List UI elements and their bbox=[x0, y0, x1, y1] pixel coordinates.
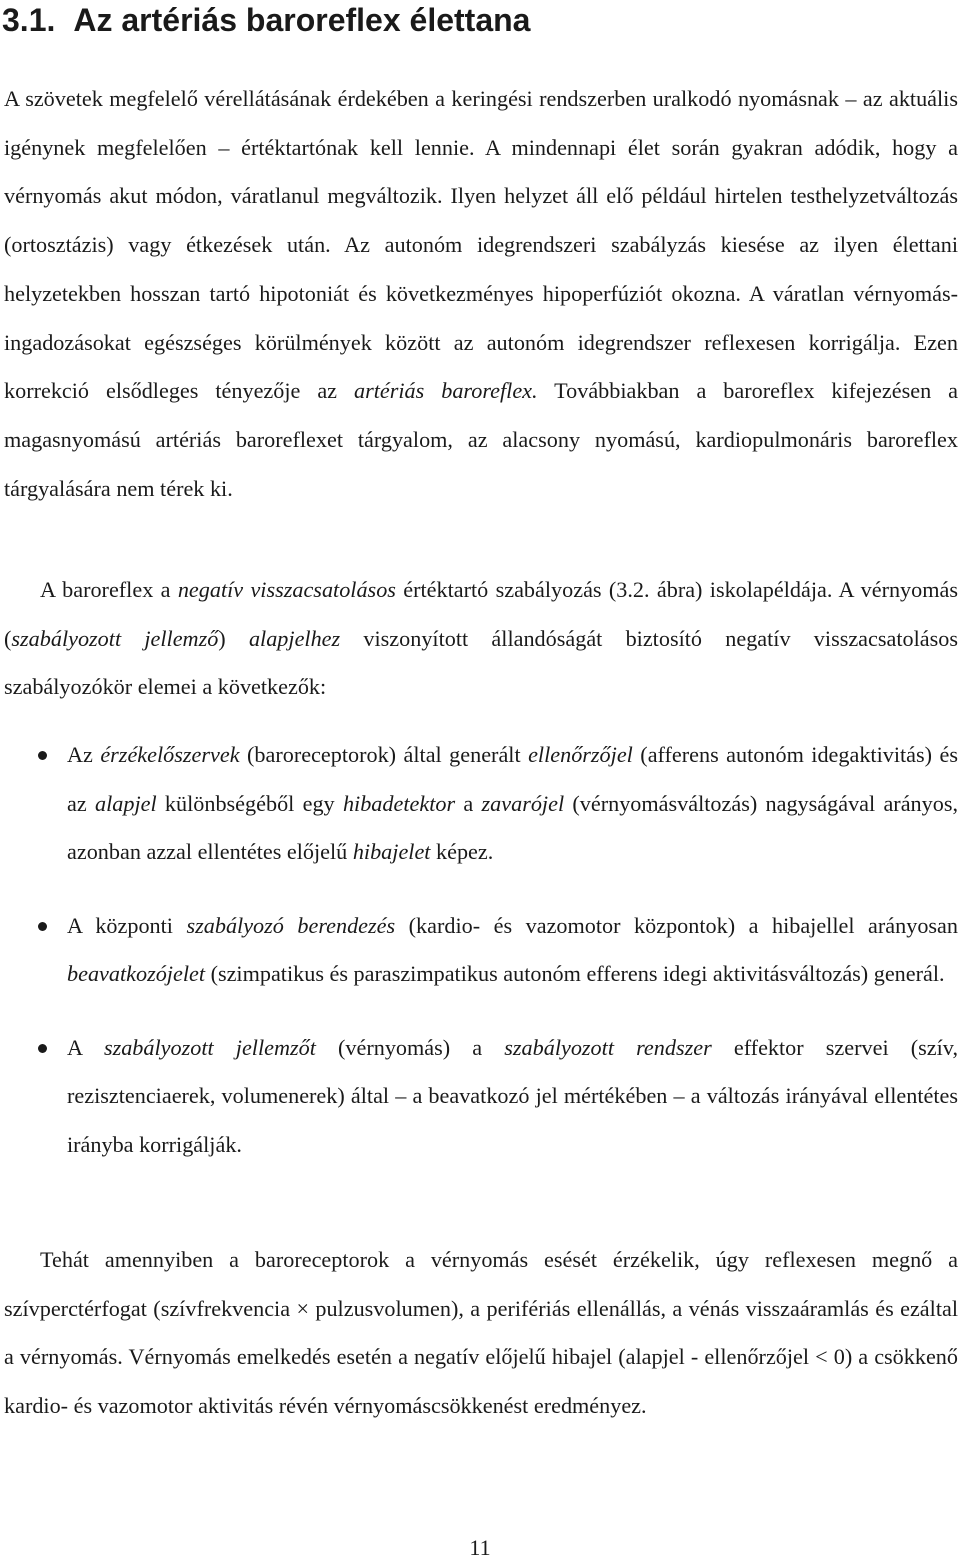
feedback-text: értéktartó szabályozás (3.2. ábra) iskolapéldája. A vérnyomás ( bbox=[4, 577, 958, 651]
list-text: (baroreceptorok) által generált bbox=[239, 742, 529, 767]
feedback-term: szabályozott jellemző bbox=[11, 625, 219, 651]
list-term: hibajelet bbox=[352, 839, 431, 865]
list-term: alapjel bbox=[95, 790, 157, 816]
list-item bbox=[4, 1024, 958, 1170]
intro-text-part1: A szövetek megfelelő vérellátásának érdekében a keringési rendszerben uralkodó nyomásnak – az aktuális igénynek megfelelően – értéktartónak kell lennie. A mindennapi élet során gyakran adódik, hogy a vérnyomás akut módon, váratlanul megváltozik. Ilyen helyzet áll elő például hirtelen testhelyzetváltozás (ortosztázis) vagy étkezések után. Az autonóm idegrendszeri szabályzás kiesése az ilyen élettani helyzetekben hosszan tartó hipotoniát és következményes hipoperfúziót okozna. A váratlan vérnyomás-ingadozásokat egészséges körülmények között az autonóm idegrendszer reflexesen korrigálja. Ezen korrekció elsődleges tényezője az bbox=[4, 86, 958, 404]
list-item bbox=[4, 902, 958, 999]
list-term: szabályozott jellemzőt bbox=[103, 1034, 316, 1060]
list-text: a bbox=[455, 790, 482, 816]
feedback-text: viszonyított állandóságát biztosító negatív visszacsatolásos szabályozókör elemei a következők: bbox=[4, 625, 958, 700]
list-term: ellenőrzőjel bbox=[528, 742, 633, 767]
list-text: Az bbox=[67, 742, 101, 767]
bullet-icon bbox=[38, 751, 47, 760]
list-term: hibadetektor bbox=[342, 790, 456, 816]
bullet-icon bbox=[38, 1044, 47, 1053]
list-text: (vérnyomásváltozás) nagyságával arányos, azonban azzal ellentétes előjelű bbox=[67, 790, 959, 865]
list-text: képez. bbox=[430, 839, 494, 865]
list-text: (afferens autonóm idegaktivitás) és az bbox=[67, 742, 958, 816]
list-text: A bbox=[67, 1034, 104, 1060]
list-term: beavatkozójelet bbox=[67, 961, 206, 987]
control-loop-list bbox=[4, 731, 958, 1194]
list-term: szabályozott rendszer bbox=[504, 1034, 712, 1060]
feedback-paragraph bbox=[4, 566, 958, 712]
intro-text-part2: Továbbiakban a baroreflex kifejezésen a magasnyomású artériás baroreflexet tárgyalom, az alacsony nyomású, kardiopulmonáris baroreflex tárgyalására nem térek ki. bbox=[4, 378, 958, 501]
list-text: különbségéből egy bbox=[156, 790, 343, 816]
intro-paragraph bbox=[4, 75, 958, 513]
list-term: szabályozó berendezés bbox=[186, 912, 396, 938]
feedback-term: alapjelhez bbox=[248, 625, 341, 651]
intro-term-arterial-baroreflex: artériás baroreflex. bbox=[354, 378, 538, 404]
list-text: (kardio- és vazomotor központok) a hibajellel arányosan bbox=[395, 912, 958, 938]
feedback-term: negatív visszacsatolásos bbox=[177, 577, 396, 602]
list-term: zavarójel bbox=[481, 790, 565, 816]
feedback-text: A baroreflex a bbox=[40, 577, 178, 602]
section-number: 3.1. bbox=[2, 2, 56, 38]
conclusion-text: Tehát amennyiben a baroreceptorok a vérnyomás esését érzékelik, úgy reflexesen megnő a szívperctérfogat (szívfrekvencia × pulzusvolumen), a perifériás ellenállás, a vénás visszaáramlás és ezáltal a vérnyomás. Vérnyomás emelkedés esetén a negatív előjelű hibajel (alapjel - ellenőrzőjel < 0) a csökkenő kardio- és vazomotor aktivitás révén vérnyomáscsökkenést eredményez. bbox=[4, 1247, 958, 1419]
list-text: effektor szervei (szív, rezisztenciaerek, volumenerek) által – a beavatkozó jel mértékében – a változás irányával ellentétes irányba korrigálják. bbox=[67, 1034, 958, 1157]
section-title: Az artériás baroreflex élettana bbox=[73, 2, 531, 38]
section-heading bbox=[2, 0, 530, 40]
conclusion-paragraph bbox=[4, 1236, 958, 1431]
list-text: (szimpatikus és paraszimpatikus autonóm efferens idegi aktivitásváltozás) generál. bbox=[205, 961, 945, 987]
list-term: érzékelőszervek bbox=[100, 742, 240, 767]
list-text: A központi bbox=[67, 912, 187, 938]
bullet-icon bbox=[38, 922, 47, 931]
list-text: (vérnyomás) a bbox=[315, 1034, 505, 1060]
list-item bbox=[4, 731, 958, 877]
feedback-text: ) bbox=[218, 625, 249, 651]
page-number: 11 bbox=[469, 1535, 491, 1560]
